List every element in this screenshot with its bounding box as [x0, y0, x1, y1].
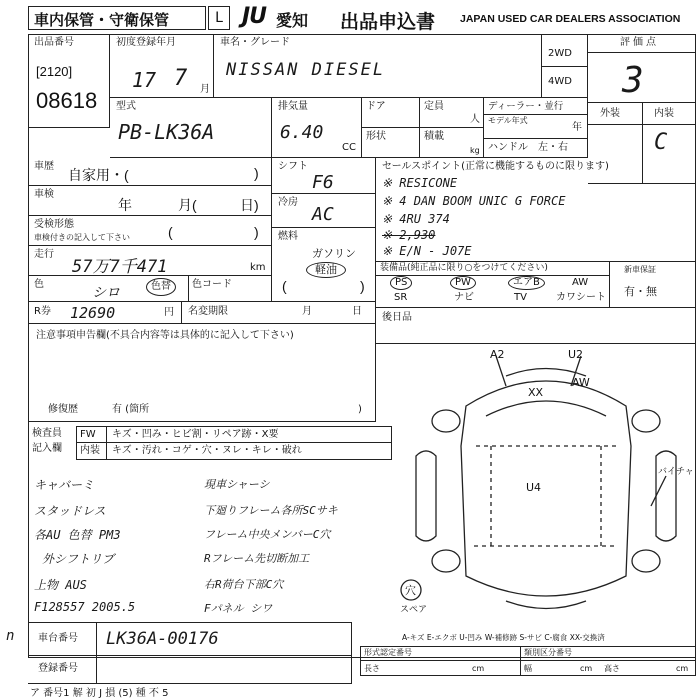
- model-year-unit: 年: [572, 122, 582, 133]
- registration-label: 初度登録年月: [116, 37, 176, 48]
- lot-code: [2120]: [36, 64, 73, 79]
- margin-mark: n: [6, 628, 15, 644]
- handle-options: 左・右: [538, 142, 568, 153]
- reg-number-cell: [28, 656, 352, 684]
- load-unit: kg: [470, 146, 480, 155]
- mileage-cell: [28, 246, 272, 276]
- note-right-4: Rフレーム先切断加工: [204, 552, 310, 565]
- front-bumper: [506, 369, 586, 377]
- inspector-label-1: 検査員: [32, 428, 62, 439]
- color-cell: [28, 276, 272, 302]
- equipment-navi: ナビ: [454, 292, 474, 303]
- note-left-3: 各AU 色替 PM3: [34, 528, 121, 542]
- note-right-1: 現車シャーシ: [204, 478, 270, 491]
- shift-cell: [272, 158, 376, 194]
- rear-bumper: [506, 601, 586, 609]
- equipment-airbag-circled: エアB: [508, 276, 545, 290]
- registration-cell: [110, 34, 214, 98]
- receiving-open: (: [168, 224, 173, 240]
- sales-point-line-5: ※ E/N - J07E: [382, 244, 472, 258]
- vehicle-damage-diagram: [396, 346, 696, 636]
- mark-u4: U4: [526, 481, 542, 494]
- equipment-seat: カワシート: [556, 292, 606, 303]
- front-left-wheel: [432, 410, 460, 432]
- right-side-view: [656, 451, 676, 541]
- drive-cell: [542, 34, 588, 98]
- fuel-cell: [272, 228, 376, 302]
- note-right-5: 右R荷台下部C穴: [204, 578, 284, 591]
- association-name: JAPAN USED CAR DEALERS ASSOCIATION: [460, 13, 681, 25]
- region-name: 愛知: [276, 13, 309, 30]
- note-left-4: 外シフトリブ: [42, 552, 115, 566]
- shape-label: 形状: [366, 131, 386, 142]
- interior-value: C: [654, 130, 668, 155]
- size-width-unit: cm: [580, 664, 593, 673]
- form-cert-label: 形式認定番号: [364, 648, 412, 657]
- mark-hole: 穴: [405, 584, 416, 597]
- interior-label: 内装: [654, 108, 674, 119]
- dealer-cell: [484, 98, 588, 158]
- after-input-label: 後日品: [382, 312, 412, 323]
- displacement-value: 6.40: [280, 122, 324, 143]
- chassis-cell: [28, 622, 352, 656]
- left-side-view: [416, 451, 436, 541]
- class-label: 類別区分番号: [524, 648, 572, 657]
- logo-text: JU: [242, 4, 267, 29]
- name-change-day: 日: [352, 306, 362, 317]
- note-right-3: フレーム中央メンバーC穴: [204, 528, 331, 541]
- sales-point-line-3: ※ 4RU 374: [382, 212, 450, 226]
- recycle-value: 12690: [70, 304, 116, 322]
- inspector-fw: FW: [80, 429, 96, 440]
- inspection-cell: [28, 186, 272, 216]
- capacity-unit: 人: [470, 114, 480, 125]
- form-cert-area: [360, 646, 696, 684]
- receiving-close: ): [254, 224, 259, 240]
- inspector-notes: [28, 468, 376, 620]
- receiving-note: 車検付きの記入して下さい: [34, 233, 130, 242]
- vehicle-body-outline: [461, 381, 631, 596]
- rear-left-wheel: [432, 550, 460, 572]
- equipment-cell: [376, 262, 610, 308]
- mark-aw: AW: [572, 376, 590, 389]
- chassis-label: 車台番号: [38, 633, 78, 644]
- mileage-label: 走行: [34, 249, 54, 260]
- recycle-cell: [28, 302, 182, 324]
- color-change-circled: 色替: [146, 278, 176, 296]
- car-name-value: NISSAN DIESEL: [226, 60, 386, 80]
- car-name-label: 車名・グレード: [220, 37, 290, 48]
- mark-u2: U2: [568, 348, 584, 361]
- inspector-box: [28, 422, 376, 462]
- size-length-unit: cm: [472, 664, 485, 673]
- size-height: 高さ: [604, 664, 620, 673]
- inspection-day: 日): [240, 197, 259, 213]
- receiving-cell: [28, 216, 272, 246]
- notes-cell: [28, 324, 376, 422]
- rear-right-wheel: [632, 550, 660, 572]
- drive-2wd: 2WD: [548, 48, 572, 59]
- fuel-open: (: [282, 278, 287, 294]
- fuel-option-diesel-circled: 軽油: [306, 262, 346, 278]
- sales-points-cell: [376, 158, 696, 262]
- displacement-unit: CC: [342, 142, 356, 153]
- shift-value: F6: [312, 172, 334, 193]
- chassis-value: LK36A-00176: [106, 629, 219, 649]
- sales-points-label: セールスポイント(正常に機能するものに限ります): [382, 161, 609, 172]
- sales-point-line-4: ※ 2,930: [382, 228, 436, 242]
- note-right-2: 下廻りフレーム各所SCサキ: [204, 504, 338, 517]
- load-label: 積載: [424, 131, 444, 142]
- note-left-5: 上物 AUS: [34, 578, 87, 592]
- receiving-label: 受検形態: [34, 219, 74, 230]
- storage-notice: 車内保管・守衛保管: [34, 12, 170, 29]
- vehicle-windshield: [486, 401, 606, 416]
- mark-side: バイチャ: [658, 467, 694, 477]
- model-value: PB-LK36A: [118, 120, 215, 144]
- name-change-cell: [182, 302, 376, 324]
- note-left-6: F128557 2005.5: [34, 600, 136, 614]
- history-value: 自家用・(: [68, 167, 129, 183]
- mark-xx: XX: [528, 386, 544, 399]
- equipment-tv: TV: [514, 292, 527, 303]
- color-value: シロ: [92, 285, 120, 301]
- repair-history-value: 有 (箇所: [112, 404, 150, 415]
- ac-label: 冷房: [278, 197, 298, 208]
- equipment-pw-circled: PW: [450, 276, 476, 290]
- capacity-label: 定員: [424, 101, 444, 112]
- score-value: 3: [622, 60, 644, 101]
- ju-logo: [242, 4, 320, 32]
- equipment-aw: AW: [572, 277, 589, 288]
- color-label: 色: [34, 279, 44, 290]
- fuel-close: ): [360, 278, 365, 294]
- inspection-label: 車検: [34, 189, 54, 200]
- inspector-fw-text: キズ・凹み・ヒビ割・リペア跡・X要: [112, 429, 279, 440]
- after-input-cell: [376, 308, 696, 344]
- fuel-option-gasoline: ガソリン: [312, 247, 356, 260]
- mark-a2: A2: [490, 348, 505, 361]
- front-right-wheel: [632, 410, 660, 432]
- damage-legend: A-キズ E-エクボ U-凹み W-補修跡 S-サビ C-腐食 XX-交換済: [402, 633, 605, 642]
- exterior-label: 外装: [600, 108, 620, 119]
- history-close: ): [254, 165, 259, 181]
- lot-cell: [28, 34, 110, 128]
- handle-label: ハンドル: [488, 142, 528, 153]
- displacement-cell: [272, 98, 362, 158]
- recycle-unit: 円: [164, 307, 174, 318]
- form-title: 出品申込書: [340, 12, 436, 33]
- name-change-label: 名変期限: [188, 306, 228, 317]
- door-label: ドア: [366, 101, 386, 112]
- new-car-warranty-value: 有・無: [624, 285, 657, 298]
- displacement-label: 排気量: [278, 101, 308, 112]
- capacity-cell: [420, 98, 484, 128]
- name-change-month: 月: [302, 306, 312, 317]
- color-code-label: 色コード: [192, 279, 232, 290]
- shift-label: シフト: [278, 161, 308, 172]
- history-cell: [28, 158, 272, 186]
- note-left-1: キャバーミ: [34, 478, 95, 492]
- ac-cell: [272, 194, 376, 228]
- inspection-year: 年: [118, 197, 132, 213]
- inspector-interior-text: キズ・汚れ・コゲ・穴・ヌレ・キレ・破れ: [112, 445, 302, 456]
- note-right-6: Fパネル シワ: [204, 602, 273, 615]
- registration-month-unit: 月: [200, 84, 210, 95]
- model-label: 型式: [116, 101, 136, 112]
- size-width: 幅: [524, 664, 532, 673]
- damage-arrow-right: [651, 476, 666, 506]
- sales-point-line-1: ※ RESICONE: [382, 176, 458, 190]
- door-cell: [362, 98, 420, 128]
- model-year-label: モデル年式: [488, 116, 528, 125]
- inspector-interior: 内装: [80, 445, 100, 456]
- fuel-label: 燃料: [278, 231, 298, 242]
- size-length: 長さ: [364, 664, 380, 673]
- mileage-unit: km: [250, 262, 266, 273]
- storage-notice-box: [28, 6, 206, 30]
- repair-history-label: 修復歴: [48, 404, 78, 415]
- sales-point-line-2: ※ 4 DAN BOOM UNIC G FORCE: [382, 194, 566, 208]
- equipment-ps-circled: PS: [390, 276, 412, 290]
- model-cell: [110, 98, 272, 158]
- car-name-cell: [214, 34, 542, 98]
- new-car-warranty-cell: [610, 262, 696, 308]
- repair-history-close: ): [358, 404, 362, 415]
- drive-4wd: 4WD: [548, 76, 572, 87]
- load-cell: [420, 128, 484, 158]
- size-height-unit: cm: [676, 664, 689, 673]
- mark-spare: スペア: [400, 605, 428, 615]
- history-label: 車歴: [34, 161, 54, 172]
- recycle-label: R券: [34, 306, 51, 317]
- registration-month: 7: [174, 66, 188, 91]
- equipment-sr: SR: [394, 292, 408, 303]
- lot-number: 08618: [36, 88, 98, 113]
- ac-value: AC: [312, 204, 334, 225]
- mileage-value: 57万7千471: [72, 257, 168, 277]
- new-car-warranty-label: 新車保証: [624, 265, 656, 274]
- notes-label: 注意事項申告欄(不具合内容等は具体的に記入して下さい): [36, 330, 294, 341]
- lot-label: 出品番号: [34, 37, 74, 48]
- dealer-label: ディーラー・並行: [488, 101, 564, 112]
- reg-number-label: 登録番号: [38, 663, 78, 674]
- registration-year: 17: [132, 68, 157, 92]
- shape-cell: [362, 128, 420, 158]
- equipment-label: 装備品(純正品に限り○をつけてください): [380, 263, 548, 273]
- inspection-month: 月(: [178, 197, 197, 213]
- score-label: 評価点: [620, 37, 659, 48]
- note-left-2: スタッドレス: [34, 504, 106, 518]
- storage-mark: L: [208, 6, 230, 30]
- bottom-row: ア 番号1 解 初 J 損 (5) 種 不 5: [30, 688, 169, 699]
- inspector-label-2: 記入欄: [32, 443, 62, 454]
